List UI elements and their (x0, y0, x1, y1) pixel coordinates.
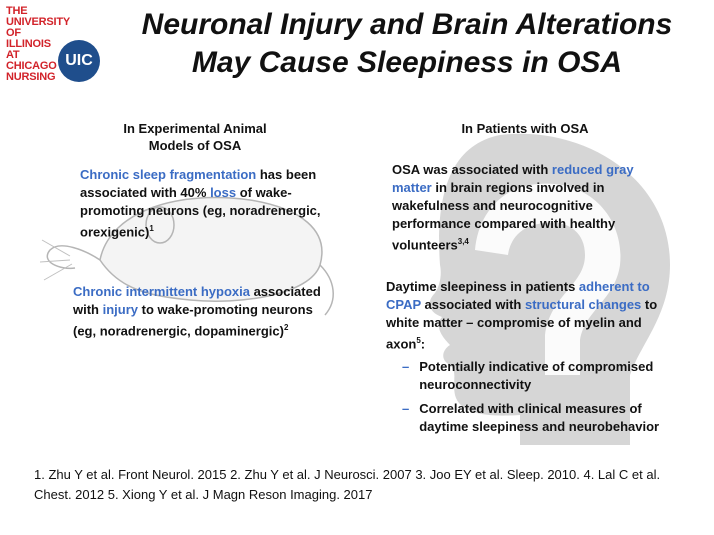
left-paragraph-2 (73, 283, 338, 340)
term-injury: injury (102, 302, 139, 317)
left-paragraph-1 (80, 166, 338, 241)
bullet-item (402, 400, 692, 436)
text-fragment: OSA was associated with (392, 162, 552, 177)
right-paragraph-1 (392, 161, 642, 254)
term-intermittent-hypoxia: Chronic intermittent hypoxia (73, 284, 250, 299)
bullet-text: Correlated with clinical measures of daytime sleepiness and neurobehavior (419, 401, 660, 434)
dash-bullet-icon: – (402, 401, 410, 416)
text-fragment: to wake-promoting neurons (eg, noradrenergic, dopaminergic) (73, 302, 313, 339)
text-fragment: to white matter – compromise of myelin and axon (386, 297, 658, 352)
term-reduced-gray-matter: reduced gray matter (392, 162, 634, 195)
term-structural-changes: structural changes (524, 297, 642, 312)
left-heading-line-2: Models of OSA (148, 138, 242, 153)
logo-line-1: THE (6, 5, 28, 17)
text-fragment: associated with (420, 297, 525, 312)
logo-line-6: NURSING (6, 71, 56, 83)
title-line-1: Neuronal Injury and Brain Alterations (141, 8, 673, 41)
term-sleep-fragmentation: Chronic sleep fragmentation (80, 167, 257, 182)
text-fragment: Daytime sleepiness in patients (386, 279, 579, 294)
text-fragment: has been associated with 40% (80, 167, 317, 200)
logo-line-2: UNIVERSITY OF (6, 16, 70, 39)
slide-title (100, 6, 714, 82)
citation-sup: 3,4 (457, 237, 469, 246)
bullet-text: Potentially indicative of compromised neuroconnectivity (419, 359, 654, 392)
dash-bullet-icon: – (402, 359, 410, 374)
right-heading: In Patients with OSA (461, 121, 589, 136)
left-heading-line-1: In Experimental Animal (123, 121, 267, 136)
term-loss: loss (210, 185, 237, 200)
text-fragment: in brain regions involved in wakefulness and neurocognitive performance compared with healthy volunteers (392, 180, 616, 253)
citation-sup: 1 (149, 224, 154, 233)
logo-line-4: AT (6, 49, 20, 61)
university-logo-text (6, 5, 70, 83)
left-heading (95, 120, 295, 154)
text-fragment: of wake-promoting neurons (eg, noradrenergic, orexigenic) (80, 185, 321, 240)
logo-line-3: ILLINOIS (6, 38, 51, 50)
logo-line-5: CHICAGO (6, 60, 57, 72)
citation-sup: 5 (416, 336, 421, 345)
citation-sup: 2 (283, 323, 289, 332)
term-adherent-cpap: adherent to CPAP (386, 279, 650, 312)
right-paragraph-2 (386, 278, 676, 353)
text-fragment: : (420, 336, 426, 352)
title-line-2: May Cause Sleepiness in OSA (191, 46, 623, 79)
references: 1. Zhu Y et al. Front Neurol. 2015 2. Zhu Y et al. J Neurosci. 2007 3. Joo EY et al. Sleep. 2010. 4. Lal C et al. Chest. 2012 5. Xiong Y et al. J Magn Reson Imaging. 2017 (34, 467, 661, 502)
text-fragment: associated with (73, 284, 321, 317)
bullet-item (402, 358, 672, 394)
uic-logo-badge: UIC (58, 40, 100, 82)
